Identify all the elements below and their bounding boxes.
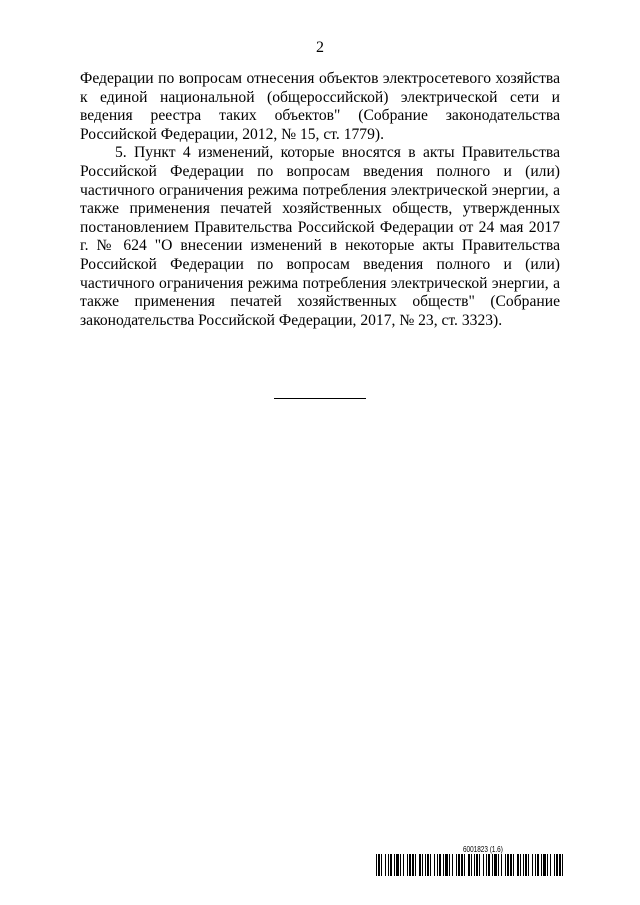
barcode-bar <box>468 854 470 876</box>
barcode-bar <box>376 854 377 876</box>
barcode-bar <box>390 854 392 876</box>
barcode-bar <box>449 854 450 876</box>
barcode-bar <box>471 854 472 876</box>
barcode-bar <box>486 854 487 876</box>
barcode-bar <box>492 854 493 876</box>
barcode-bar <box>507 854 509 876</box>
barcode-label: 6001823 (1.6) <box>463 845 503 854</box>
barcode-bar <box>439 854 441 876</box>
barcode-bar <box>461 854 463 876</box>
barcode-bar <box>510 854 512 876</box>
barcode-bar <box>464 854 465 876</box>
barcode-bar <box>535 854 536 876</box>
barcode-bar <box>498 854 499 876</box>
barcode-bar <box>513 854 514 876</box>
barcode-bar <box>434 854 435 876</box>
paragraph-continuation: Федерации по вопросам отнесения объектов электросетевого хозяйства к единой национальной (общероссийской) электрической сети и ведения реестра таких объектов" (Собрание законодательства Российской Федерации, 2012, № 15, ст. 1779). <box>80 70 560 143</box>
barcode-bar <box>396 854 399 876</box>
barcode-bar <box>483 854 484 876</box>
barcode-bar <box>550 854 551 876</box>
barcode-bar <box>419 854 421 876</box>
paragraph-item-5: 5. Пункт 4 изменений, которые вносятся в акты Правительства Российской Федерации по вопросам введения полного и (или) частичного ограничения режима потребления электрической энергии, а также применения печатей хозяйственных обществ, утвержденных постановлением Правительства Российской Федерации от 24 мая 2017 г. № 624 "О внесении изменений в некоторые акты Правительства Российской Федерации по вопросам введения полного и (или) частичного ограничения режима потребления электрической энергии, а также применения печатей хозяйственных обществ" (Собрание законодательства Российской Федерации, 2017, № 23, ст. 3323). <box>80 144 560 329</box>
barcode-bar <box>517 854 519 876</box>
barcode-bar <box>523 854 524 876</box>
barcode-bar <box>452 854 453 876</box>
barcode-bar <box>407 854 408 876</box>
barcode-bar <box>494 854 497 876</box>
barcode-bar <box>520 854 521 876</box>
barcode-bar <box>425 854 426 876</box>
barcode-bar <box>474 854 475 876</box>
barcode-bar <box>409 854 411 876</box>
barcode-bar <box>445 854 448 876</box>
page-number: 2 <box>316 39 324 56</box>
barcode-bar <box>415 854 416 876</box>
barcode-bar <box>528 854 529 876</box>
barcode-bar <box>427 854 429 876</box>
barcode-bar <box>541 854 542 876</box>
barcode-bar <box>385 854 386 876</box>
barcode-bar <box>378 854 380 876</box>
barcode-bar <box>381 854 382 876</box>
barcode-bar <box>388 854 389 876</box>
barcode-bar <box>437 854 438 876</box>
barcode-bar <box>543 854 546 876</box>
barcode-bar <box>458 854 460 876</box>
barcode-bar <box>394 854 395 876</box>
barcode-bar <box>556 854 558 876</box>
barcode-bar <box>456 854 457 876</box>
barcode-bar <box>403 854 404 876</box>
barcode-bar <box>430 854 431 876</box>
body-text <box>80 70 560 330</box>
barcode <box>376 854 566 876</box>
barcode-bar <box>501 854 502 876</box>
barcode-bar <box>562 854 563 876</box>
barcode-bar <box>505 854 506 876</box>
barcode-bar <box>422 854 423 876</box>
barcode-bar <box>488 854 490 876</box>
barcode-bar <box>537 854 539 876</box>
barcode-bar <box>559 854 561 876</box>
barcode-bar <box>532 854 533 876</box>
barcode-bar <box>476 854 478 876</box>
barcode-bar <box>547 854 548 876</box>
barcode-bar <box>525 854 527 876</box>
barcode-bar <box>479 854 480 876</box>
barcode-bar <box>554 854 555 876</box>
barcode-bar <box>400 854 401 876</box>
barcode-bar <box>443 854 444 876</box>
barcode-bar <box>412 854 414 876</box>
end-separator-line <box>274 398 366 399</box>
